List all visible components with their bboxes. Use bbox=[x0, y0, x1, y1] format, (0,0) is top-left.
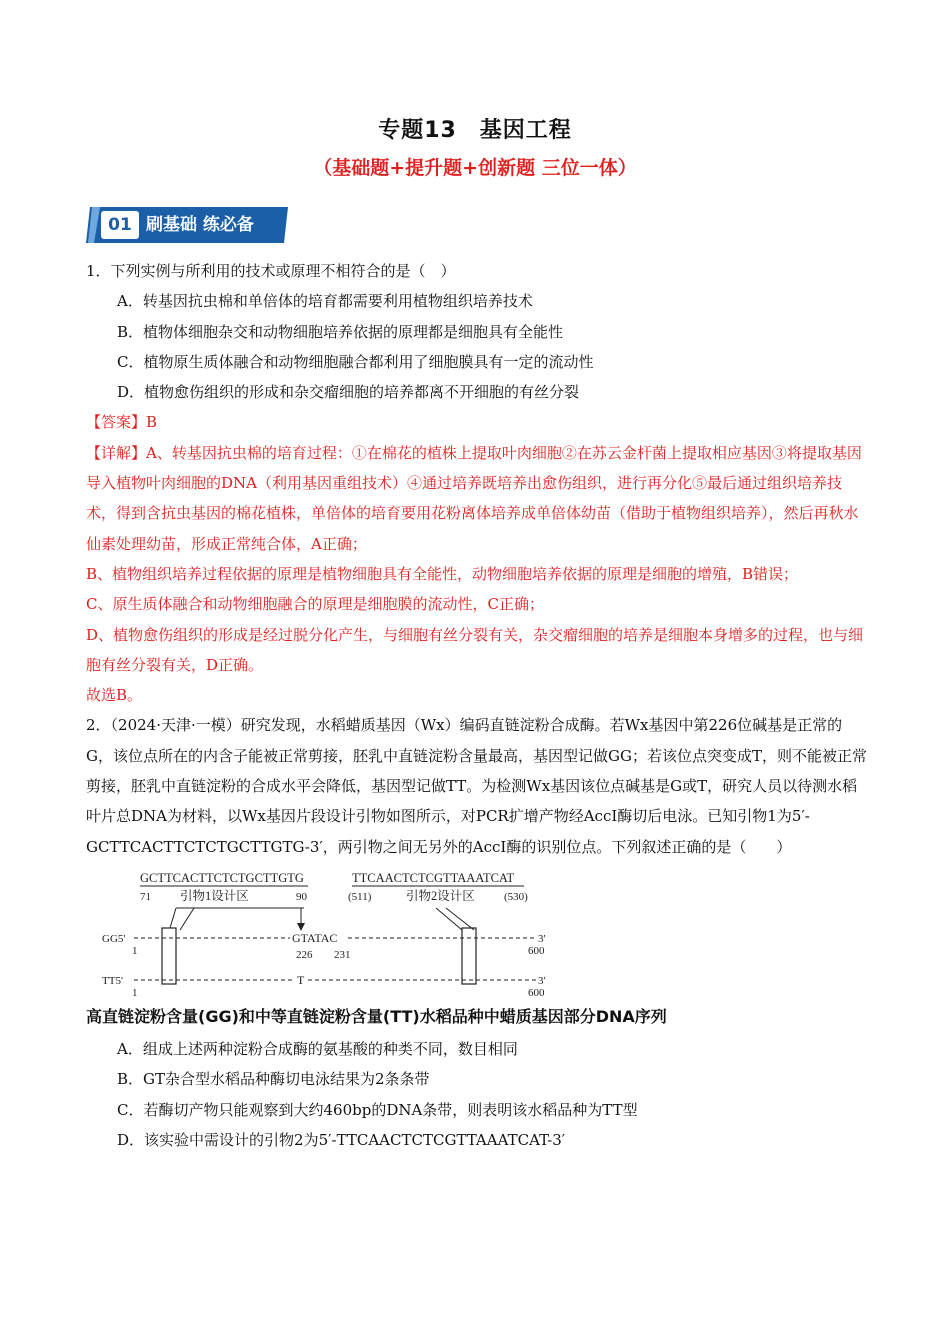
q2-option-b: B．GT杂合型水稻品种酶切电泳结果为2条条带 bbox=[117, 1070, 430, 1089]
section-label: 刷基础 练必备 bbox=[146, 215, 254, 235]
restriction-site: GTATAC bbox=[292, 930, 338, 945]
gg-end-label: 3' bbox=[538, 932, 546, 945]
gg-strand-label: GG5' bbox=[102, 932, 126, 945]
page-title: 专题13 基因工程 bbox=[378, 118, 572, 143]
tt-site: T bbox=[297, 972, 305, 987]
site-position-226: 226 bbox=[296, 948, 313, 961]
tt-start-position: 1 bbox=[132, 986, 138, 999]
primer1-sequence: GCTTCACTTCTCTGCTTGTG bbox=[140, 870, 304, 885]
section-number: 01 bbox=[108, 215, 132, 235]
primer2-start: (511) bbox=[348, 890, 372, 903]
q1-option-c: C．植物原生质体融合和动物细胞融合都利用了细胞膜具有一定的流动性 bbox=[117, 352, 594, 371]
tt-end-label: 3' bbox=[538, 974, 546, 987]
q2-stem: 2．（2024·天津·一模）研究发现，水稻蜡质基因（Wx）编码直链淀粉合成酶。若Wx基因中第226位碱基是正常的G，该位点所在的内含子能被正常剪接，胚乳中直链淀粉含量最高，基因型记做GG；若该位点突变成T，则不能被正常剪接，胚乳中直链淀粉的合成水平会降低，基因型记做TT。为检测Wx基因该位点碱基是G或T，研究人员以待测水稻叶片总DNA为材料，以Wx基因片段设计引物如图所示，对PCR扩增产物经AccI酶切后电泳。已知引物1为5′-GCTTCACTTCTCTGCTTGTG-3′，两引物之间无另外的AccI酶的识别位点。下列叙述正确的是（ ） bbox=[86, 716, 867, 856]
document-body bbox=[86, 256, 868, 1155]
q1-detail-c: C、原生质体融合和动物细胞融合的原理是细胞膜的流动性，C正确； bbox=[86, 595, 544, 614]
tt-strand-label: TT5' bbox=[102, 974, 123, 987]
primer2-label: 引物2设计区 bbox=[406, 888, 475, 903]
gg-end-position: 600 bbox=[528, 944, 545, 957]
q1-detail-d: D、植物愈伤组织的形成是经过脱分化产生，与细胞有丝分裂有关，杂交瘤细胞的培养是细胞本身增多的过程，也与细胞有丝分裂有关，D正确。 bbox=[86, 625, 864, 674]
q1-stem: 1．下列实例与所利用的技术或原理不相符合的是（ ） bbox=[86, 262, 456, 280]
q1-answer: 【答案】B bbox=[86, 413, 158, 432]
primer1-start: 71 bbox=[140, 890, 151, 903]
q2-option-a: A．组成上述两种淀粉合成酶的氨基酸的种类不同，数目相同 bbox=[117, 1039, 518, 1058]
gg-start-position: 1 bbox=[132, 944, 138, 957]
primer2-box bbox=[462, 928, 476, 984]
figure-caption: 高直链淀粉含量(GG)和中等直链淀粉含量(TT)水稻品种中蜡质基因部分DNA序列 bbox=[86, 1006, 667, 1026]
q1-detail-a: 【详解】A、转基因抗虫棉的培育过程：①在棉花的植株上提取叶肉细胞②在苏云金杆菌上提取相应基因③将提取基因导入植物叶肉细胞的DNA（利用基因重组技术）④通过培养既培养出愈伤组织，进行再分化⑤最后通过组织培养技术，得到含抗虫基因的棉花植株，单倍体的培育要用花粉离体培养成单倍体幼苗（借助于植物组织培养），然后再秋水仙素处理幼苗，形成正常纯合体，A正确； bbox=[86, 443, 862, 553]
primer1-label: 引物1设计区 bbox=[180, 888, 249, 903]
primer1-end: 90 bbox=[296, 890, 307, 903]
tt-end-position: 600 bbox=[528, 986, 545, 999]
primer2-end: (530) bbox=[504, 890, 528, 903]
q1-option-d: D．植物愈伤组织的形成和杂交瘤细胞的培养都离不开细胞的有丝分裂 bbox=[117, 383, 580, 402]
primer2-sequence: TTCAACTCTCGTTAAATCAT bbox=[352, 870, 515, 885]
dna-sequence-figure bbox=[100, 868, 570, 1000]
page-subtitle: （基础题+提升题+创新题 三位一体） bbox=[313, 157, 637, 179]
q1-option-a: A．转基因抗虫棉和单倍体的培育都需要利用植物组织培养技术 bbox=[117, 292, 533, 311]
site-position-231: 231 bbox=[334, 948, 351, 961]
q1-conclusion: 故选B。 bbox=[86, 686, 143, 705]
q2-option-d: D．该实验中需设计的引物2为5′-TTCAACTCTCGTTAAATCAT-3′ bbox=[117, 1130, 566, 1149]
q1-option-b: B．植物体细胞杂交和动物细胞培养依据的原理都是细胞具有全能性 bbox=[117, 322, 564, 341]
q1-detail-b: B、植物组织培养过程依据的原理是植物细胞具有全能性，动物细胞培养依据的原理是细胞的增殖，B错误； bbox=[86, 564, 799, 583]
q2-option-c: C．若酶切产物只能观察到大约460bp的DNA条带，则表明该水稻品种为TT型 bbox=[117, 1100, 638, 1119]
primer1-box bbox=[162, 928, 176, 984]
